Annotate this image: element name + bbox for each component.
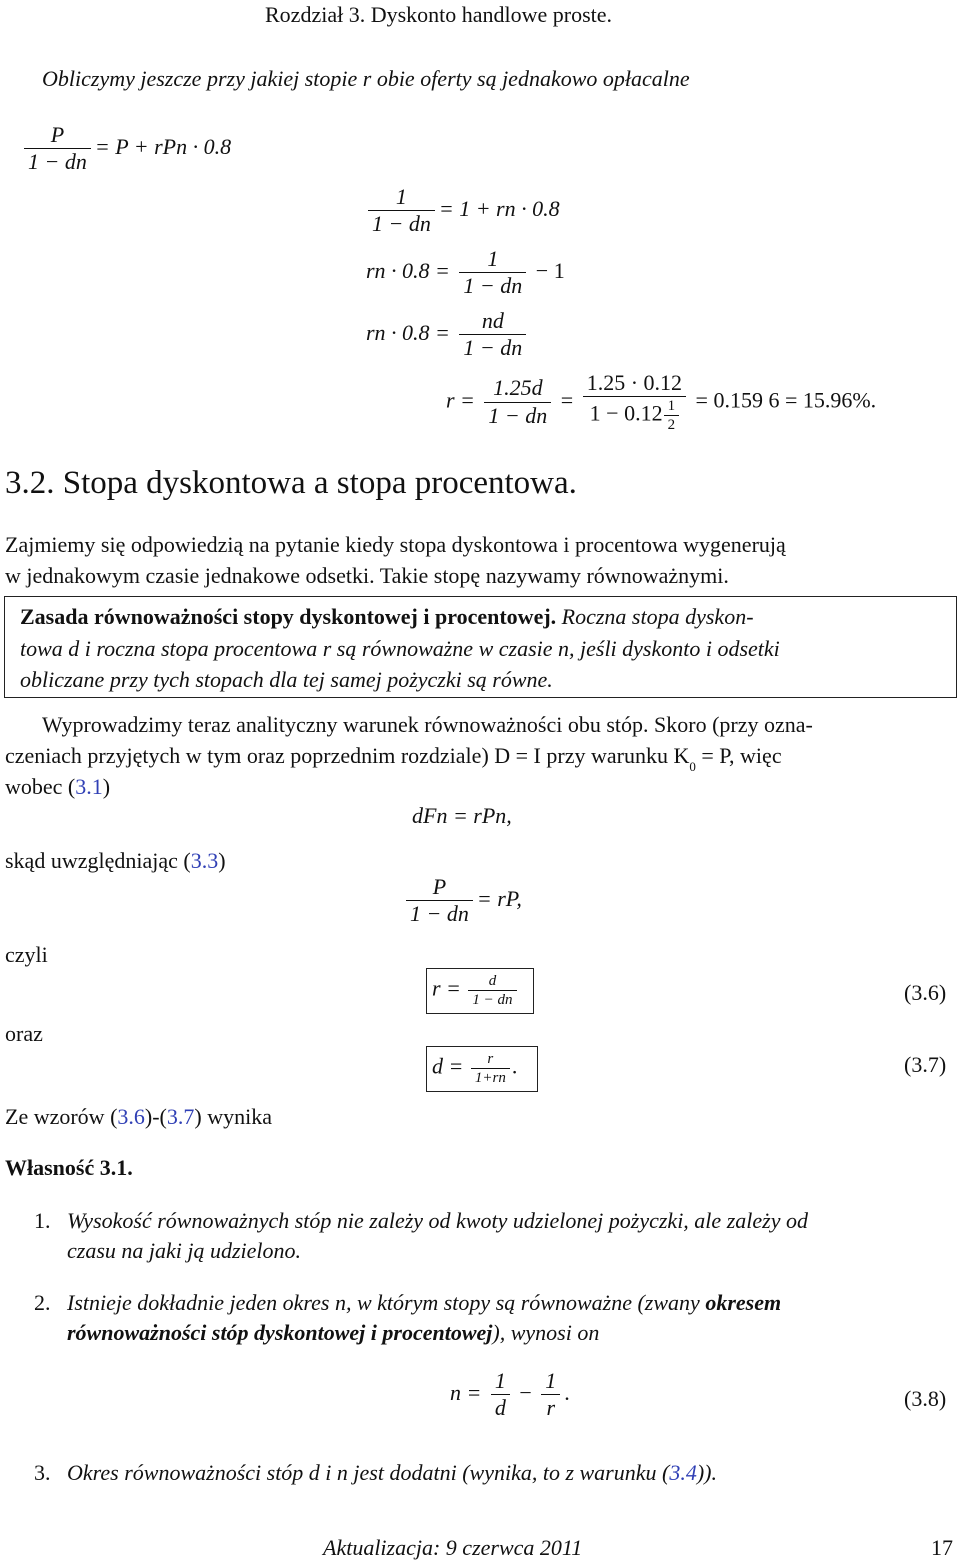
property-title: Własność 3.1. [5, 1155, 133, 1180]
equation-ref-link[interactable]: 3.7 [166, 1104, 195, 1129]
paragraph-line: wobec (3.1) [5, 774, 111, 799]
equation-ref-link[interactable]: 3.1 [75, 774, 103, 799]
list-item-text: Istnieje dokładnie jeden okres n, w którym stopy są równoważne (zwany okresem [67, 1290, 782, 1315]
equation-ref-link[interactable]: 3.3 [190, 848, 219, 873]
list-item-text: równoważności stóp dyskontowej i procentowej), wynosi on [67, 1320, 600, 1345]
equation-3: rn · 0.8 = $\frac{1}{1 - dn}$ − 1 [366, 246, 565, 299]
principle-line-3: obliczane przy tych stopach dla tej samej pożyczki są równe. [20, 667, 553, 692]
intro-text: Obliczymy jeszcze przy jakiej stopie r obie oferty są jednakowo opłacalne [42, 66, 690, 91]
list-item-number: 3. [34, 1460, 51, 1485]
fraction: $\frac{P}{1 - dn}$ [24, 122, 91, 176]
list-item-text: Wysokość równoważnych stóp nie zależy od kwoty udzielonej pożyczki, ale zależy od [67, 1208, 808, 1233]
equation-number: (3.8) [904, 1386, 947, 1411]
equation-2: $\frac{1}{1 - dn}$ = 1 + rn · 0.8 [364, 184, 560, 238]
equation-3-7: d = $\frac{r}{1+rn}$ . [432, 1051, 518, 1086]
equation-ref-link[interactable]: 3.6 [117, 1104, 145, 1129]
word-oraz: oraz [5, 1021, 43, 1046]
equation-5: r = $\frac{1.25d}{1 - dn}$ = 1.25 · 0.12 1 − 0.12 $\frac{1}{2}$ = 0.159 6 = 15.96%. [446, 370, 877, 434]
equation-3-8: n = $\frac{1}{d}$ − $\frac{1}{r}$ . [450, 1368, 570, 1421]
list-item-number: 2. [34, 1290, 51, 1315]
equation-p: $\frac{P}{1 - dn}$ = rP, [402, 874, 522, 928]
equation-number: (3.6) [904, 980, 947, 1005]
equation-3-6: r = $\frac{d}{1 - dn}$ [432, 972, 519, 1009]
paragraph-line: Wyprowadzimy teraz analityczny warunek równoważności obu stóp. Skoro (przy ozna- [42, 712, 813, 737]
equation-number: (3.7) [904, 1052, 947, 1077]
list-item-number: 1. [34, 1208, 51, 1233]
paragraph-line: Ze wzorów (3.6)-(3.7) wynika [5, 1104, 272, 1129]
page-number: 17 [931, 1535, 953, 1560]
paragraph-line: czeniach przyjętych w tym oraz poprzednim rozdziale) D = I przy warunku $K_0 = P$, więc [5, 743, 782, 774]
equation-dfn: dFn = rPn, [412, 803, 512, 828]
section-title: 3.2. Stopa dyskontowa a stopa procentowa. [5, 465, 577, 501]
principle-line-2: towa d i roczna stopa procentowa r są równoważne w czasie n, jeśli dyskonto i odsetki [20, 636, 780, 661]
list-item-text: Okres równoważności stóp d i n jest dodatni (wynika, to z warunku (3.4)). [67, 1460, 717, 1485]
equation-4: rn · 0.8 = $\frac{nd}{1 - dn}$ [366, 308, 530, 362]
footer-update-date: Aktualizacja: 9 czerwca 2011 [323, 1535, 583, 1560]
principle-line-1: Zasada równoważności stopy dyskontowej i procentowej. Roczna stopa dyskon- [20, 604, 754, 629]
list-item-text: czasu na jaki ją udzielono. [67, 1238, 302, 1263]
running-header: Rozdział 3. Dyskonto handlowe proste. [265, 2, 613, 27]
principle-title: Zasada równoważności stopy dyskontowej i procentowej. [20, 604, 557, 629]
paragraph-line: w jednakowym czasie jednakowe odsetki. Takie stopę nazywamy równoważnymi. [5, 563, 729, 588]
paragraph-line: Zajmiemy się odpowiedzią na pytanie kiedy stopa dyskontowa i procentowa wygenerują [5, 532, 786, 557]
equation-1: $\frac{P}{1 - dn}$ = P + rPn · 0.8 [20, 122, 231, 176]
word-czyli: czyli [5, 942, 48, 967]
paragraph-line: skąd uwzględniając (3.3) [5, 848, 226, 873]
equation-ref-link[interactable]: 3.4 [669, 1460, 697, 1485]
